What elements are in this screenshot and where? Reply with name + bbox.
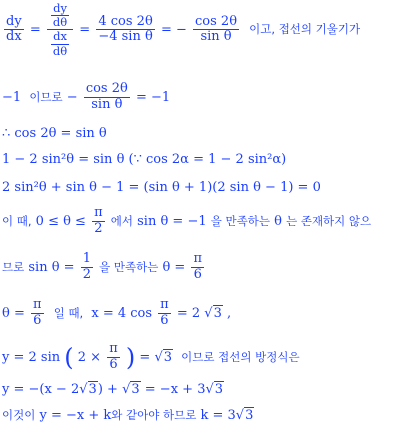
korean-text: 이고, 접선의 기울기가 [249, 22, 361, 37]
cos-over-sin-fraction [84, 82, 130, 113]
korean-text: 이 때, [2, 213, 32, 228]
range-line [2, 206, 371, 237]
sqrt-symbol: √3 [122, 382, 140, 397]
korean-text: 는 존재하지 않으 [286, 213, 372, 228]
math-text: , [227, 305, 232, 321]
korean-text: 을 만족하는 [210, 213, 270, 228]
math-text: k = 3 [200, 408, 236, 423]
frac-numerator: dy [6, 13, 22, 29]
simplified-fraction [193, 15, 239, 46]
math-text: 0 ≤ θ ≤ [35, 213, 86, 229]
frac-denominator: 6 [193, 266, 202, 282]
sqrt-symbol: √3 [205, 382, 224, 397]
pi-over-6-fraction [107, 342, 120, 373]
pi-over-6-fraction [191, 252, 204, 283]
radicand: 3 [163, 349, 173, 365]
pi-over-6-fraction [158, 298, 171, 329]
math-text: ) + [97, 382, 118, 397]
math-text: −1 [2, 89, 22, 105]
radicand: 3 [88, 382, 97, 397]
therefore-line: ∴ cos 2θ = sin θ [2, 126, 107, 141]
radicand: 3 [131, 382, 140, 397]
frac-numerator: π [193, 251, 202, 266]
compound-denominator [47, 30, 73, 57]
conclusion-line [2, 408, 254, 424]
pi-over-6-fraction [31, 298, 44, 329]
math-text: = −x + 3 [144, 382, 206, 397]
tangent-equation-line [2, 382, 224, 398]
frac-numerator: π [33, 297, 42, 312]
frac-denominator: 6 [109, 356, 118, 372]
frac-numerator: π [94, 205, 103, 220]
cos-over-sin-fraction [96, 15, 154, 46]
frac-denominator: sin θ [200, 29, 232, 45]
frac-numerator: 1 [82, 251, 91, 266]
solution-line [2, 252, 206, 283]
math-text: x = 4 cos [91, 305, 153, 321]
frac-denominator: 2 [94, 220, 103, 236]
frac-numerator: π [160, 297, 169, 312]
y-value-line [2, 342, 300, 373]
math-text: 2 × [77, 349, 102, 365]
korean-text: 이것이 [2, 408, 36, 422]
frac-numerator: cos 2θ [85, 81, 128, 96]
korean-text: 므로 [2, 259, 25, 274]
frac-numerator: π [109, 341, 118, 356]
frac-denominator: dθ [52, 43, 68, 58]
math-text: = [139, 349, 151, 365]
radicand: 3 [213, 305, 222, 321]
math-text: = −1 [135, 89, 171, 105]
compound-numerator [47, 2, 73, 30]
factor-line: 2 sin²θ + sin θ − 1 = (sin θ + 1)(2 sin θ − 1) = 0 [2, 180, 321, 195]
sqrt-symbol: √3 [154, 349, 173, 365]
frac-numerator: dy [51, 2, 69, 16]
math-text: y = −x + k [39, 408, 112, 423]
dx-dtheta-fraction [51, 30, 69, 57]
left-paren: ( [64, 343, 74, 372]
frac-denominator: sin θ [91, 96, 123, 112]
sqrt-symbol: √3 [235, 408, 254, 423]
radicand: 3 [214, 382, 224, 397]
dy-dx-fraction [4, 15, 24, 46]
math-text: y = 2 sin [2, 349, 61, 365]
identity-line: 1 − 2 sin²θ = sin θ (∵ cos 2α = 1 − 2 sin²α) [2, 152, 287, 167]
frac-denominator: −4 sin θ [98, 29, 153, 45]
sqrt-symbol: √3 [204, 305, 222, 321]
korean-text: 와 같아야 하므로 [111, 408, 197, 422]
sqrt-symbol: √3 [79, 382, 97, 397]
math-text: y = −(x − 2 [2, 382, 80, 397]
korean-text: 이므로 접선의 방정식은 [181, 349, 300, 364]
math-text: sin θ = [28, 259, 75, 275]
right-paren: ) [125, 343, 136, 372]
korean-text: 을 만족하는 [99, 259, 159, 274]
frac-denominator: 2 [82, 266, 91, 282]
frac-denominator: 6 [160, 312, 169, 328]
frac-numerator: 4 cos 2θ [96, 15, 154, 31]
korean-text: 에서 [110, 213, 133, 228]
frac-numerator: dx [51, 30, 69, 44]
radicand: 3 [245, 408, 254, 423]
slope-condition-line: −1 이므로 − $\frac{\cos 2\theta}{\text{sin θ}}$ = −1 [2, 81, 171, 112]
frac-numerator: cos 2θ [195, 13, 238, 29]
korean-text: 일 때, [53, 305, 84, 320]
frac-denominator: dθ [52, 15, 68, 30]
math-text: θ = [2, 305, 25, 321]
compound-fraction [47, 2, 73, 58]
math-text: = 2 [176, 305, 201, 321]
math-text: sin θ = −1 [137, 213, 207, 229]
derivative-line: $\frac{dy}{dx}$ = $\frac{\frac{dy}{d\theta}}{\frac{dx}{d\theta}}$ = $\frac{4 \cos 2\theta}{\text{−4 sin θ}}$ = − $\frac{\cos 2\theta}{\text{sin θ}}$ 이고, 접선의 기울기가 [6, 1, 361, 58]
dy-dtheta-fraction [51, 2, 69, 29]
one-half-fraction [81, 252, 93, 283]
math-text: θ [274, 213, 282, 229]
pi-over-2-fraction [92, 206, 105, 237]
math-text: θ = [162, 259, 186, 275]
frac-denominator: 6 [33, 312, 42, 328]
frac-denominator: dx [6, 29, 22, 45]
x-value-line [2, 298, 231, 329]
korean-text: 이므로 [29, 89, 63, 104]
